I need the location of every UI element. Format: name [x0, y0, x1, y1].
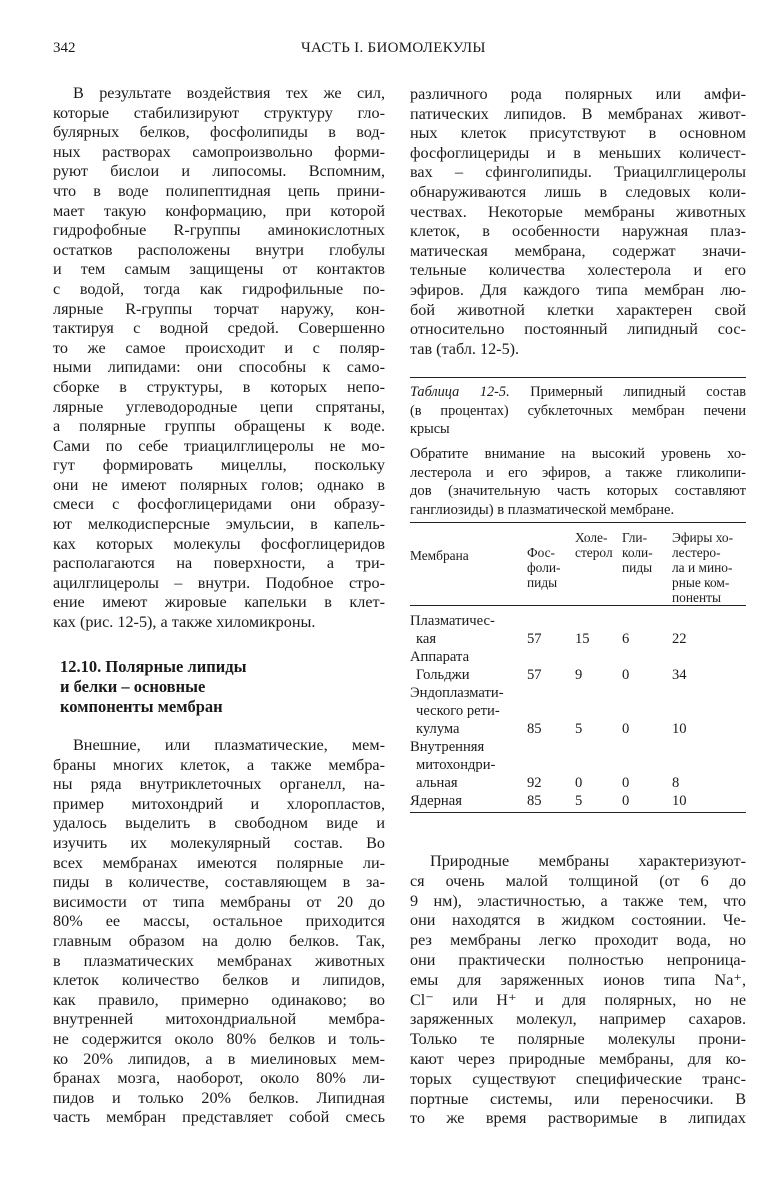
text-line: 80% ее массы, остальное приходится: [53, 912, 385, 931]
section-heading: [60, 657, 246, 717]
running-title: ЧАСТЬ I. БИОМОЛЕКУЛЫ: [301, 40, 486, 56]
column-header-line: лестеро-: [672, 545, 721, 560]
text-line: клеток количество белков и липидов,: [53, 971, 385, 990]
text-line: Сами по себе триацилглицеролы не мо-: [53, 436, 385, 455]
table-cell: 15: [575, 631, 590, 647]
text-line: лярные углеводородные цепи спрятаны,: [53, 397, 385, 416]
table-caption-line: Примерный липидный состав: [530, 384, 746, 400]
text-line: ся очень малой толщиной (от 6 до: [410, 871, 746, 890]
text-line: они находятся в жидком состоянии. Че-: [410, 911, 746, 930]
text-line: клеток, в особенности наружная плаз-: [410, 222, 746, 241]
text-line: ют мелкодисперсные эмульсии, в капель-: [53, 515, 385, 534]
text-line: остатков расположены внутри глобулы: [53, 240, 385, 259]
text-line: всех мембранах имеются полярные ли-: [53, 853, 385, 872]
table-note-line: дов (значительную часть которых составляют: [410, 483, 746, 499]
text-line: патических липидов. В мембранах живот-: [410, 104, 746, 123]
left-paragraph-1: [53, 84, 385, 633]
column-header-line: Мембрана: [410, 548, 469, 563]
text-line: чествах. Некоторые мембраны животных: [410, 202, 746, 221]
table-cell: 0: [622, 775, 630, 791]
table-cell: 85: [527, 721, 542, 737]
table-cell: 57: [527, 631, 542, 647]
text-line: Только те полярные молекулы прони-: [410, 1030, 746, 1049]
table-cell: 9: [575, 667, 583, 683]
text-line: Внешние, или плазматические, мем-: [73, 736, 385, 754]
table-cell: 0: [622, 667, 630, 683]
table-cell: 0: [622, 793, 630, 809]
text-line: руют бислои и липосомы. Вспомним,: [53, 162, 385, 181]
text-line: булярных белков, фосфолипиды в вод-: [53, 123, 385, 142]
table-cell: 85: [527, 793, 542, 809]
text-line: то же время растворимые в липидах: [410, 1109, 746, 1128]
table-caption-line: крысы: [410, 421, 450, 437]
table-cell: 22: [672, 631, 687, 647]
text-line: ными липидами: они способны к само-: [53, 358, 385, 377]
membrane-name-line: Ядерная: [410, 793, 462, 809]
text-line: портные системы, или переносчики. В: [410, 1089, 746, 1108]
text-line: с водой, тогда как гидрофильные по-: [53, 279, 385, 298]
text-line: ных клеток присутствуют в основном: [410, 124, 746, 143]
text-line: внутренней митохондриальной мембра-: [53, 1010, 385, 1029]
table-cell: 10: [672, 793, 687, 809]
table-caption-label: Таблица 12-5.: [410, 384, 510, 400]
text-line: в плазматических мембранах животных: [53, 951, 385, 970]
column-header-line: пиды: [527, 575, 558, 590]
text-line: и тем самым защищены от контактов: [53, 260, 385, 279]
text-line: они практически полностью непроница-: [410, 950, 746, 969]
table-caption-line: (в процентах) субклеточных мембран печени: [410, 402, 746, 419]
text-line: часть мембран представляет собой смесь: [53, 1108, 385, 1127]
text-line: ацилглицеролы – внутри. Подобное стро-: [53, 573, 385, 592]
table-row: [410, 612, 746, 648]
table-body-rule: [410, 605, 746, 606]
column-header: [575, 530, 613, 560]
text-line: бой животной клетки характерен свой: [410, 300, 746, 319]
heading-line: компоненты мембран: [60, 697, 223, 716]
table-body: [410, 612, 746, 810]
membrane-name-line: Гольджи: [416, 667, 470, 683]
text-line: заряженных молекул, например сахаров.: [410, 1010, 746, 1029]
heading-line: 12.10. Полярные липиды: [60, 657, 247, 676]
table-note-line: Обратите внимание на высокий уровень хо-: [410, 446, 746, 462]
text-line: эфиров. Для каждого типа мембран лю-: [410, 280, 746, 299]
table-cell: 5: [575, 793, 583, 809]
text-line: как правило, примерно одинаково; во: [53, 990, 385, 1009]
text-line: мает такую конформацию, при которой: [53, 201, 385, 220]
table-row: [410, 684, 746, 738]
text-line: Природные мембраны характеризуют-: [430, 852, 746, 870]
text-line: вах – сфинголипиды. Триацилглицеролы: [410, 163, 746, 182]
column-header-line: фоли-: [527, 560, 561, 575]
heading-line: и белки – основные: [60, 677, 206, 696]
text-line: они не имеют полярных голов; однако в: [53, 475, 385, 494]
column-header-line: пиды: [622, 560, 653, 575]
right-paragraph-1: [410, 85, 746, 359]
membrane-name-line: кулума: [416, 721, 460, 737]
column-header-line: рные ком-: [672, 575, 730, 590]
text-line: 9 нм), эластичностью, а также тем, что: [410, 891, 746, 910]
text-line: удалось выделить в свободном виде и: [53, 814, 385, 833]
membrane-name-line: кая: [416, 631, 437, 647]
text-line: различного рода полярных или амфи-: [410, 85, 746, 103]
table-bottom-rule: [410, 812, 746, 813]
table-note-line: ганглиозиды) в плазматической мембране.: [410, 501, 675, 518]
column-header-line: Фос-: [527, 545, 556, 560]
text-line: ных растворах самопроизвольно форми-: [53, 142, 385, 161]
membrane-name-line: Плазматичес-: [410, 613, 495, 629]
table-header-rule: [410, 522, 746, 523]
column-header-line: коли-: [622, 545, 653, 560]
table-row: [410, 792, 746, 810]
text-line: главным образом на долю белков. Так,: [53, 931, 385, 950]
left-paragraph-2: [53, 736, 385, 1128]
column-header-line: ла и мино-: [672, 560, 733, 575]
membrane-name-line: ческого рети-: [416, 703, 500, 719]
column-header: [672, 530, 733, 605]
right-paragraph-2: [410, 852, 746, 1129]
table-cell: 92: [527, 775, 542, 791]
text-line: ение имеют жировые капельки в клет-: [53, 593, 385, 612]
table-cell: 8: [672, 775, 680, 791]
table-cell: 0: [575, 775, 583, 791]
text-line: относительно постоянный липидный сос-: [410, 320, 746, 339]
text-line: гидрофобные R-группы аминокислотных: [53, 221, 385, 240]
table-note-line: лестерола и его эфиров, а также гликолипи-: [410, 464, 746, 481]
text-line: располагаются на поверхности, а три-: [53, 554, 385, 573]
membrane-name-line: митохондри-: [416, 757, 496, 773]
text-line: лярные R-группы торчат наружу, кон-: [53, 299, 385, 318]
table-note: [410, 445, 746, 519]
page-number: 342: [53, 40, 76, 56]
text-line: браны многих клеток, а также мембра-: [53, 755, 385, 774]
text-line: пидов и только 20% белков. Липидная: [53, 1088, 385, 1107]
table-row: [410, 738, 746, 792]
text-line: ках которых молекулы фосфоглицеридов: [53, 534, 385, 553]
text-line: не содержится около 80% белков и толь-: [53, 1029, 385, 1048]
column-header-line: Холе-: [575, 530, 608, 545]
membrane-name-line: Внутренняя: [410, 739, 485, 755]
text-line: ко 20% липидов, а в миелиновых мем-: [53, 1049, 385, 1068]
text-line: изучить их молекулярный состав. Во: [53, 833, 385, 852]
text-line: что в воде полипептидная цепь прини-: [53, 181, 385, 200]
text-line: а полярные группы обращены к воде.: [53, 417, 385, 436]
text-line: тактируя с водной средой. Совершенно: [53, 319, 385, 338]
text-line: В результате воздействия тех же сил,: [73, 84, 385, 102]
column-header-line: стерол: [575, 545, 613, 560]
text-line: висимости от типа мембраны от 20 до: [53, 892, 385, 911]
text-line: которые стабилизируют структуру гло-: [53, 103, 385, 122]
text-line: ках (рис. 12-5), а также хиломикроны.: [53, 613, 316, 632]
table-cell: 34: [672, 667, 687, 683]
column-header: [622, 530, 653, 575]
text-line: матическая мембрана, содержат значи-: [410, 241, 746, 260]
text-line: смеси с фосфоглицеридами они образу-: [53, 495, 385, 514]
text-line: сборке в структуры, в которых непо-: [53, 377, 385, 396]
text-line: емы для заряженных ионов типа Na⁺,: [410, 970, 746, 989]
text-line: кают через природные мембраны, для ко-: [410, 1049, 746, 1068]
table-top-rule: [410, 377, 746, 378]
text-line: тельные количества холестерола и его: [410, 261, 746, 280]
text-line: бранах мозга, наоборот, около 80% ли-: [53, 1069, 385, 1088]
membrane-name-line: Эндоплазмати-: [410, 685, 504, 701]
membrane-name-line: альная: [416, 775, 458, 791]
column-header-line: поненты: [672, 590, 721, 605]
text-line: Cl⁻ или H⁺ и для полярных, но не: [410, 990, 746, 1009]
text-line: тав (табл. 12-5).: [410, 339, 520, 358]
table-cell: 10: [672, 721, 687, 737]
table-caption: [410, 383, 746, 439]
text-line: торых существуют специфические транс-: [410, 1069, 746, 1088]
text-line: ны ряда внутриклеточных органелл, на-: [53, 775, 385, 794]
text-line: то же самое происходит и с поляр-: [53, 338, 385, 357]
text-line: фосфоглицериды и в меньших количест-: [410, 143, 746, 162]
table-row: [410, 648, 746, 684]
column-header: [410, 548, 469, 563]
table-cell: 5: [575, 721, 583, 737]
text-line: пиды в количестве, составляющем в за-: [53, 873, 385, 892]
column-header-line: Эфиры хо-: [672, 530, 734, 545]
table-cell: 6: [622, 631, 630, 647]
table-cell: 57: [527, 667, 542, 683]
column-header: [527, 545, 561, 590]
membrane-name-line: Аппарата: [410, 649, 470, 665]
text-line: гут формировать мицеллы, поскольку: [53, 456, 385, 475]
text-line: обнаруживаются лишь в следовых коли-: [410, 182, 746, 201]
column-header-line: Гли-: [622, 530, 648, 545]
table-cell: 0: [622, 721, 630, 737]
text-line: пример митохондрий и хлоропластов,: [53, 794, 385, 813]
text-line: рез мембраны легко проходит вода, но: [410, 931, 746, 950]
